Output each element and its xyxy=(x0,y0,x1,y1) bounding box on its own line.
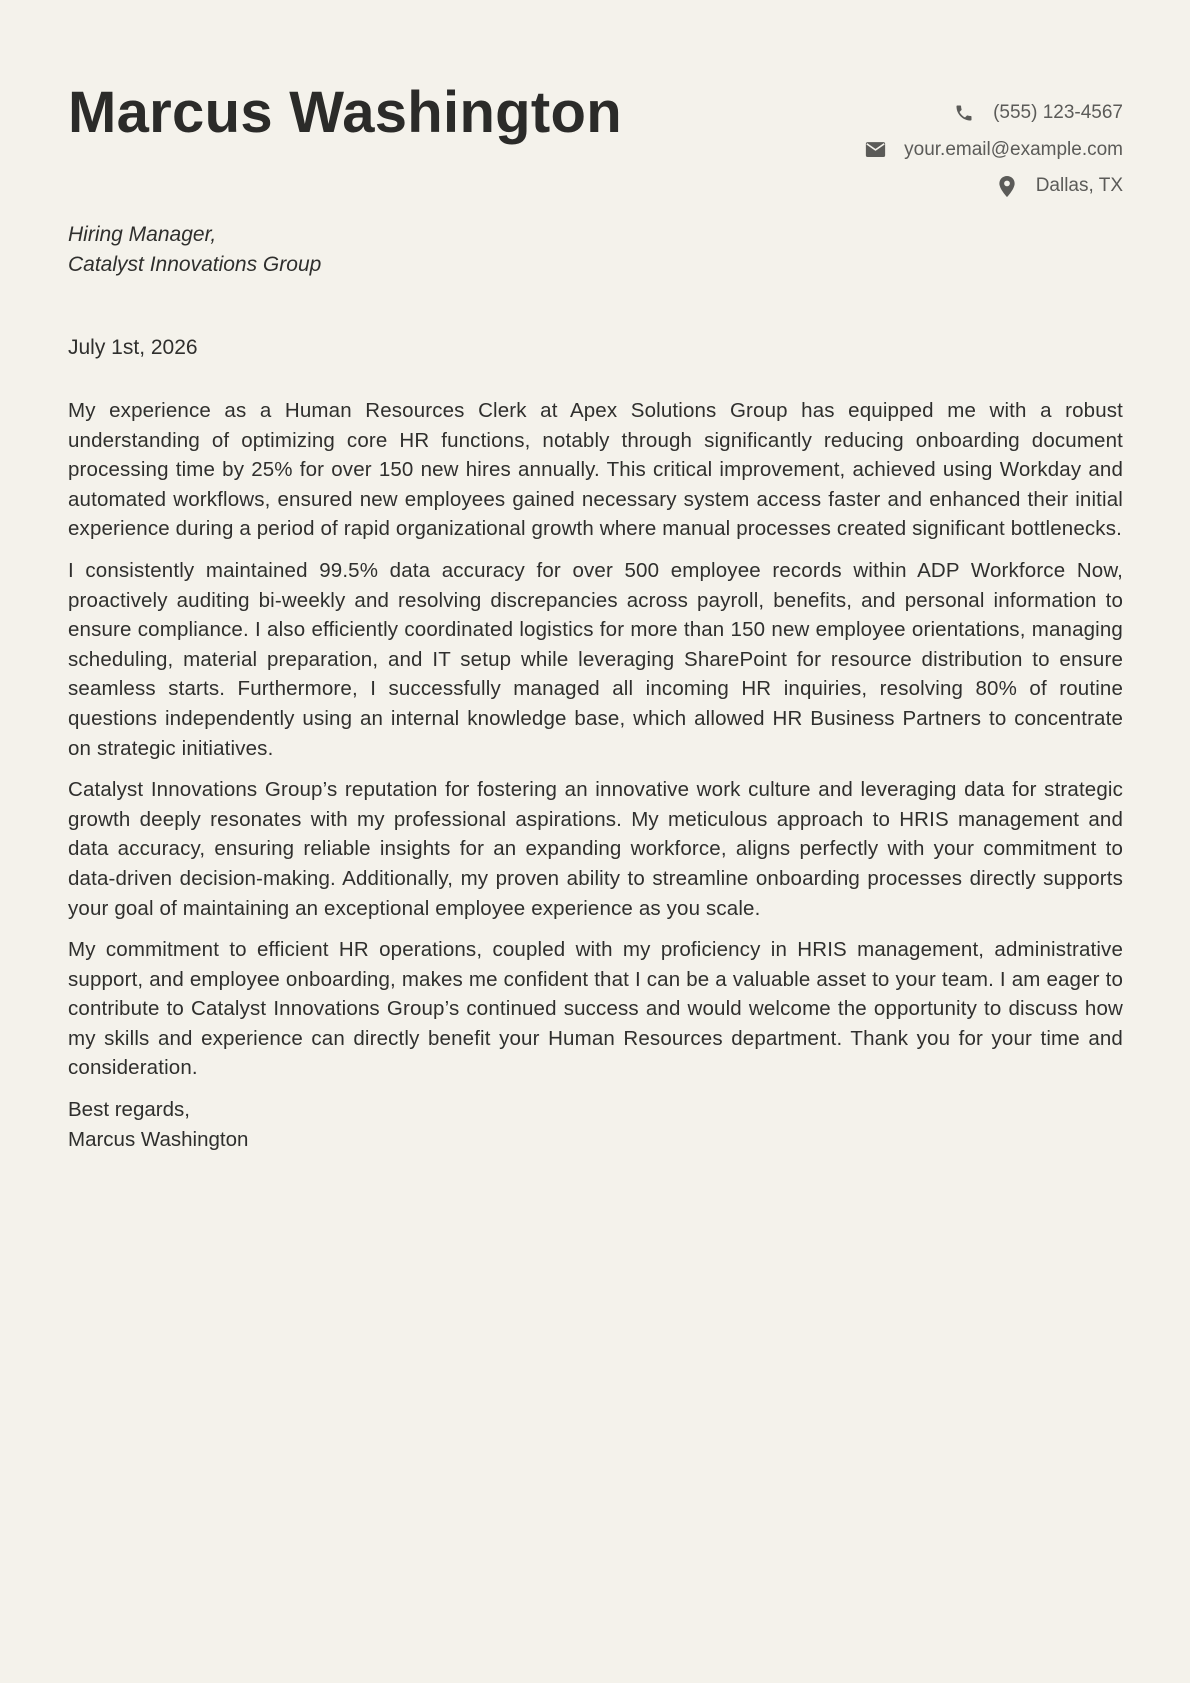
body-paragraph: I consistently maintained 99.5% data accuracy for over 500 employee records within ADP Workforce Now, proactively auditing bi-weekly and resolving discrepancies across payroll, benefits, and personal information to ensure compliance. I also efficiently coordinated logistics for more than 150 new employee orientations, managing scheduling, material preparation, and IT setup while leveraging SharePoint for resource distribution to ensure seamless starts. Furthermore, I successfully managed all incoming HR inquiries, resolving 80% of routine questions independently using an internal knowledge base, which allowed HR Business Partners to concentrate on strategic initiatives. xyxy=(68,558,1123,760)
closing-salutation: Best regards, xyxy=(68,1098,190,1122)
letter-body xyxy=(68,396,1123,1154)
cover-letter-page xyxy=(68,0,1123,1151)
body-paragraph: Catalyst Innovations Group’s reputation for fostering an innovative work culture and leveraging data for strategic growth deeply resonates with my professional aspirations. My meticulous approach to HRIS management and data accuracy, ensuring reliable insights for an expanding workforce, aligns perfectly with your commitment to data-driven decision-making. Additionally, my proven ability to streamline onboarding processes directly supports your goal of maintaining an exceptional employee experience as you scale. xyxy=(68,778,1123,920)
letter-date: July 1st, 2026 xyxy=(68,336,198,359)
closing-signature: Marcus Washington xyxy=(68,1127,249,1151)
recipient-company: Catalyst Innovations Group xyxy=(68,253,322,276)
phone-icon xyxy=(953,102,975,124)
applicant-name: Marcus Washington xyxy=(68,80,622,145)
contact-phone xyxy=(864,95,1123,132)
email-address: your.email@example.com xyxy=(904,138,1123,160)
envelope-icon xyxy=(864,139,886,161)
phone-number: (555) 123-4567 xyxy=(993,102,1123,124)
location: Dallas, TX xyxy=(1035,175,1123,197)
recipient-block xyxy=(68,220,321,280)
body-paragraph: My commitment to efficient HR operations, coupled with my proficiency in HRIS management, administrative support, and employee onboarding, makes me confident that I can be a valuable asset to your team. I am eager to contribute to Catalyst Innovations Group’s continued success and would welcome the opportunity to discuss how my skills and experience can directly benefit your Human Resources department. Thank you for your time and consideration. xyxy=(68,938,1123,1080)
body-paragraph: My experience as a Human Resources Clerk at Apex Solutions Group has equipped me with a robust understanding of optimizing core HR functions, notably through significantly reducing onboarding document processing time by 25% for over 150 new hires annually. This critical improvement, achieved using Workday and automated workflows, ensured new employees gained necessary system access faster and enhanced their initial experience during a period of rapid organizational growth where manual processes created significant bottlenecks. xyxy=(68,399,1123,541)
letter-header xyxy=(68,0,1123,205)
contact-info xyxy=(864,95,1123,205)
contact-email xyxy=(864,132,1123,169)
recipient-title: Hiring Manager, xyxy=(68,223,217,246)
map-pin-icon xyxy=(996,175,1018,197)
contact-location xyxy=(864,168,1123,205)
closing-block xyxy=(68,1095,1123,1154)
